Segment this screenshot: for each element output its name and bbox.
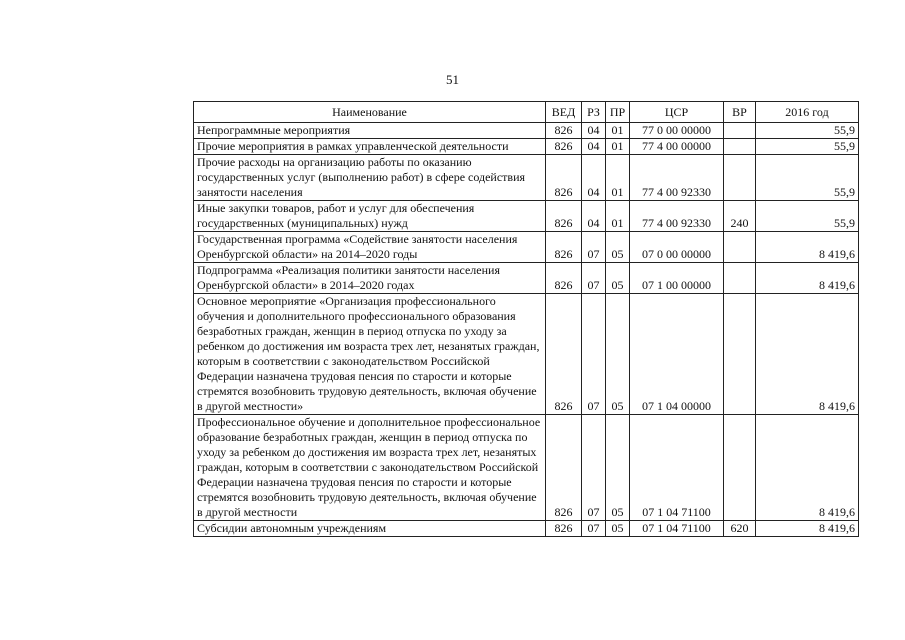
header-name: Наименование <box>194 102 546 123</box>
row-csr: 77 4 00 92330 <box>630 201 724 232</box>
table-header-row <box>194 102 859 123</box>
row-sum: 55,9 <box>756 139 859 155</box>
row-rz: 07 <box>582 294 606 415</box>
row-rz: 07 <box>582 415 606 521</box>
row-name: Профессиональное обучение и дополнительное профессиональное образование безработных граждан, женщин в период отпуска по уходу за ребенком до достижения им возраста трех лет, незанятых граждан, которым в соответствии с законодательством Российской Федерации назначена трудовая пенсия по старости и которые стремятся возобновить трудовую деятельность, включая обучение в другой местности <box>194 415 546 521</box>
row-sum: 55,9 <box>756 155 859 201</box>
row-rz: 04 <box>582 139 606 155</box>
row-vr: 240 <box>724 201 756 232</box>
row-sum: 8 419,6 <box>756 263 859 294</box>
row-pr: 05 <box>606 521 630 537</box>
row-vr <box>724 232 756 263</box>
row-ved: 826 <box>546 201 582 232</box>
table-row <box>194 123 859 139</box>
row-pr: 01 <box>606 201 630 232</box>
table-row <box>194 155 859 201</box>
row-csr: 07 1 04 71100 <box>630 415 724 521</box>
row-rz: 04 <box>582 201 606 232</box>
row-ved: 826 <box>546 123 582 139</box>
row-sum: 8 419,6 <box>756 232 859 263</box>
table-row <box>194 415 859 521</box>
row-rz: 07 <box>582 263 606 294</box>
row-sum: 8 419,6 <box>756 294 859 415</box>
row-sum: 8 419,6 <box>756 521 859 537</box>
row-ved: 826 <box>546 294 582 415</box>
row-csr: 77 4 00 92330 <box>630 155 724 201</box>
row-name: Подпрограмма «Реализация политики занятости населения Оренбургской области» в 2014–2020 годах <box>194 263 546 294</box>
row-csr: 77 4 00 00000 <box>630 139 724 155</box>
table-row <box>194 521 859 537</box>
row-vr <box>724 139 756 155</box>
row-ved: 826 <box>546 232 582 263</box>
row-name: Основное мероприятие «Организация профессионального обучения и дополнительного профессионального образования безработных граждан, женщин в период отпуска по уходу за ребенком до достижения им возраста трех лет, незанятых граждан, которым в соответствии с законодательством Российской Федерации назначена трудовая пенсия по старости и которые стремятся возобновить трудовую деятельность, включая обучение в другой местности» <box>194 294 546 415</box>
row-vr <box>724 263 756 294</box>
page-number: 51 <box>446 72 459 87</box>
row-name: Иные закупки товаров, работ и услуг для обеспечения государственных (муниципальных) нужд <box>194 201 546 232</box>
row-vr <box>724 415 756 521</box>
row-ved: 826 <box>546 263 582 294</box>
row-pr: 01 <box>606 123 630 139</box>
row-csr: 07 1 00 00000 <box>630 263 724 294</box>
row-pr: 01 <box>606 155 630 201</box>
row-csr: 07 0 00 00000 <box>630 232 724 263</box>
table-row <box>194 232 859 263</box>
row-rz: 07 <box>582 521 606 537</box>
row-vr: 620 <box>724 521 756 537</box>
row-ved: 826 <box>546 155 582 201</box>
row-vr <box>724 123 756 139</box>
row-name: Государственная программа «Содействие занятости населения Оренбургской области» на 2014–2020 годы <box>194 232 546 263</box>
row-name: Прочие расходы на организацию работы по оказанию государственных услуг (выполнению работ) в сфере содействия занятости населения <box>194 155 546 201</box>
row-vr <box>724 155 756 201</box>
table-row <box>194 263 859 294</box>
row-name: Прочие мероприятия в рамках управленческой деятельности <box>194 139 546 155</box>
header-pr: ПР <box>606 102 630 123</box>
row-pr: 01 <box>606 139 630 155</box>
row-pr: 05 <box>606 232 630 263</box>
header-csr: ЦСР <box>630 102 724 123</box>
header-ved: ВЕД <box>546 102 582 123</box>
row-csr: 77 0 00 00000 <box>630 123 724 139</box>
header-rz: РЗ <box>582 102 606 123</box>
row-rz: 04 <box>582 123 606 139</box>
header-vr: ВР <box>724 102 756 123</box>
row-csr: 07 1 04 71100 <box>630 521 724 537</box>
table-row <box>194 201 859 232</box>
row-pr: 05 <box>606 294 630 415</box>
row-vr <box>724 294 756 415</box>
budget-table <box>193 101 859 537</box>
row-ved: 826 <box>546 139 582 155</box>
row-sum: 55,9 <box>756 201 859 232</box>
row-sum: 8 419,6 <box>756 415 859 521</box>
row-ved: 826 <box>546 415 582 521</box>
row-sum: 55,9 <box>756 123 859 139</box>
row-rz: 07 <box>582 232 606 263</box>
row-rz: 04 <box>582 155 606 201</box>
table-row <box>194 294 859 415</box>
table-row <box>194 139 859 155</box>
row-name: Непрограммные мероприятия <box>194 123 546 139</box>
row-ved: 826 <box>546 521 582 537</box>
header-sum: 2016 год <box>756 102 859 123</box>
row-pr: 05 <box>606 263 630 294</box>
row-name: Субсидии автономным учреждениям <box>194 521 546 537</box>
row-csr: 07 1 04 00000 <box>630 294 724 415</box>
row-pr: 05 <box>606 415 630 521</box>
